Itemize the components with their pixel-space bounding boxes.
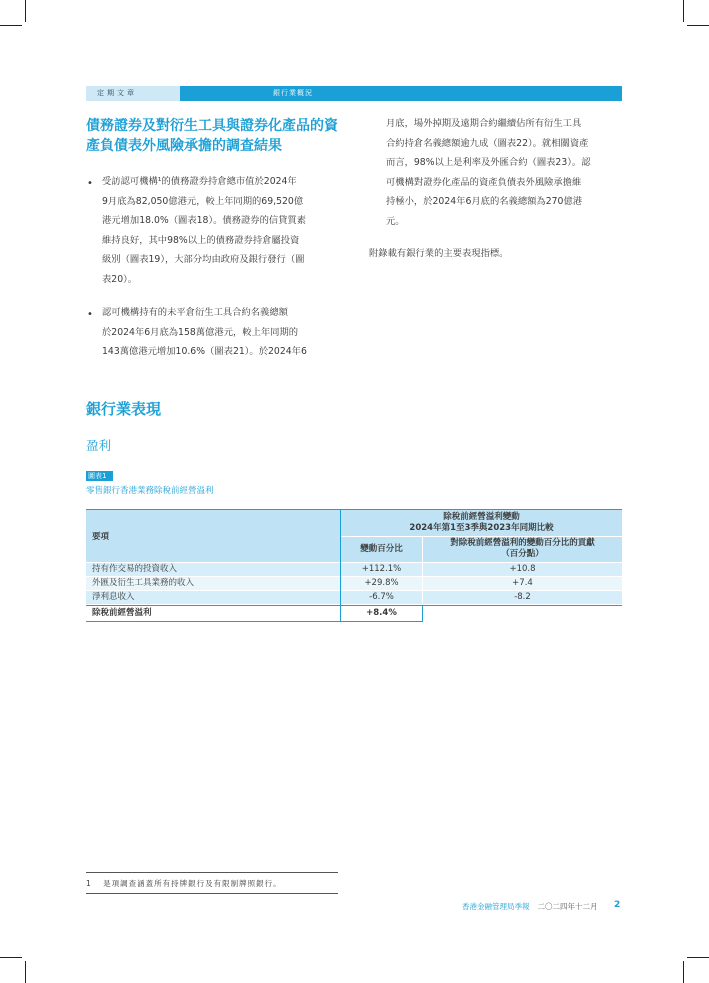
chart-tag (86, 471, 113, 481)
footnote-text: 是項調查涵蓋所有持牌銀行及有限制牌照銀行。 (103, 879, 282, 888)
table-total-pct: +8.4% (366, 608, 397, 618)
text-line: 9月底為82,050億港元，較上年同期的69,520億 (102, 195, 304, 207)
table-divider (422, 537, 423, 604)
text-line: 於2024年6月底為158萬億港元，較上年同期的 (102, 326, 299, 338)
text-line: 元。 (386, 215, 405, 227)
col-header-contrib-line1: 對除稅前經營溢利的變動百分比的貢獻 (450, 538, 595, 548)
table-top-rule (86, 509, 622, 510)
text-line: 143萬億港元增加10.6%（圖表21）。於2024年6 (102, 346, 307, 357)
table-bottom-rule (86, 621, 423, 622)
table-divider (341, 536, 622, 537)
text-line: 認可機構持有的未平倉衍生工具合約名義總額 (102, 307, 288, 318)
footer-date: 二〇二四年十二月 (537, 902, 598, 911)
chart-tag-label: 圖表1 (88, 472, 107, 480)
table-row-pct: +112.1% (341, 563, 422, 576)
table-row-item: 外匯及衍生工具業務的收入 (86, 577, 340, 590)
group-header-line2: 2024年第1至3季與2023年同期比較 (409, 523, 554, 533)
table-row-item: 淨利息收入 (86, 591, 340, 604)
text-line: 月底，場外掉期及遠期合約繼續佔所有衍生工具 (386, 118, 582, 129)
col-header-item-label: 要項 (92, 532, 110, 542)
bullet-paragraph-1 (102, 172, 342, 289)
text-line: 港元增加18.0%（圖表18）。債務證券的信貸質素 (102, 215, 307, 226)
text-line: 持極小，於2024年6月底的名義總額為270億港 (386, 196, 583, 207)
crop-mark (0, 957, 22, 958)
footnote-rule-top (86, 872, 338, 873)
text-line: 受訪認可機構¹的債務證券持倉總市值於2024年 (102, 176, 297, 187)
footnote-marker: 1 (86, 879, 92, 888)
footer (462, 901, 598, 912)
table-row-pct: +29.8% (341, 577, 422, 590)
page-number: 2 (614, 900, 621, 910)
crop-mark (0, 25, 22, 26)
appendix-note: 附錄載有銀行業的主要表現指標。 (369, 248, 509, 259)
table-row-pct: -6.7% (341, 591, 422, 604)
footnote (86, 878, 282, 889)
group-header (341, 510, 622, 536)
table-row-contrib: +10.8 (423, 563, 622, 576)
text-line: 維持良好，其中98%以上的債務證券持倉屬投資 (102, 234, 300, 246)
col-header-item (86, 510, 340, 562)
continuation-paragraph (386, 114, 626, 231)
col-header-contrib (423, 537, 622, 562)
table-row-contrib: -8.2 (423, 591, 622, 604)
crop-mark (683, 0, 684, 22)
crop-mark (25, 0, 26, 22)
header-section (86, 86, 180, 101)
profitability-subtitle: 盈利 (86, 438, 112, 453)
header-topic: 銀行業概況 (273, 89, 313, 97)
footnote-rule-bottom (86, 893, 338, 894)
table-row-contrib: +7.4 (423, 577, 622, 590)
bullet-marker: • (87, 178, 93, 189)
text-line: 可機構對證券化產品的資產負債表外風險承擔維 (386, 176, 582, 188)
text-line: 合約持倉名義總額逾九成（圖表22）。就相關資產 (386, 137, 589, 149)
chart-title: 零售銀行香港業務除稅前經營溢利 (86, 486, 214, 496)
crop-mark (687, 25, 709, 26)
table-total-item: 除稅前經營溢利 (92, 608, 152, 618)
col-header-pct: 變動百分比 (341, 537, 422, 562)
section-title: 債務證券及對衍生工具與證券化產品的資產負債表外風險承擔的調查結果 (86, 118, 338, 154)
crop-mark (683, 961, 684, 983)
text-line: 而言，98%以上是利率及外匯合約（圖表23）。認 (386, 157, 591, 168)
bullet-paragraph-2 (102, 303, 342, 362)
crop-mark (687, 957, 709, 958)
col-header-contrib-line2: （百分點） (501, 549, 544, 559)
header-section-label: 定期文章 (97, 89, 137, 97)
footer-publication: 香港金融管理局季報 (462, 902, 530, 911)
table-divider (422, 606, 423, 622)
table-row-item: 持有作交易的投資收入 (86, 563, 340, 576)
banking-performance-title: 銀行業表現 (86, 400, 162, 418)
crop-mark (25, 961, 26, 983)
bullet-marker: • (87, 309, 93, 320)
text-line: 級別（圖表19），大部分均由政府及銀行發行（圖 (102, 254, 305, 265)
table-divider (340, 510, 341, 622)
group-header-line1: 除稅前經營溢利變動 (443, 512, 520, 522)
text-line: 表20）。 (102, 273, 138, 285)
table-total-rule (86, 605, 622, 606)
